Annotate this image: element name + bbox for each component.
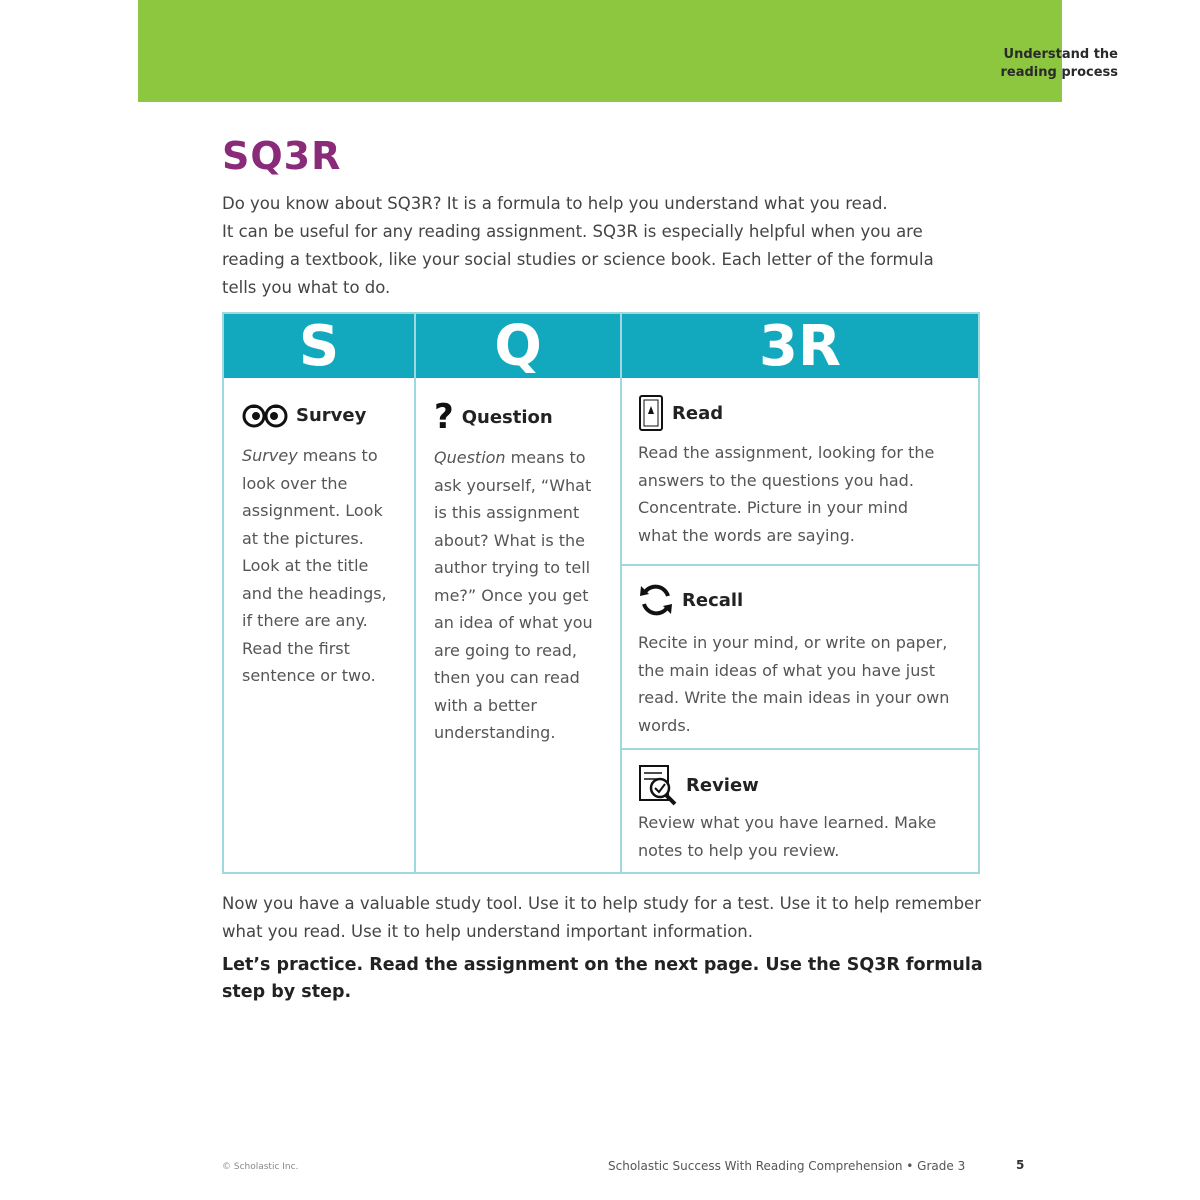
section-topic-line2: reading process [1000,65,1118,80]
page-number: 5 [1016,1158,1025,1172]
intro-line: tells you what to do. [222,278,391,297]
question-mark-icon: ? [434,397,454,437]
survey-line: means to [297,446,378,465]
row-divider [622,564,978,566]
survey-line: at the pictures. [242,528,364,548]
sq3r-table [222,312,980,874]
question-line: with a better [434,695,537,715]
recall-label: Recall [682,589,744,611]
outro-line: Now you have a valuable study tool. Use it to help study for a test. Use it to help remember [222,894,981,913]
recall-description [638,629,978,739]
practice-instruction [222,952,983,1006]
book-title-footer: Scholastic Success With Reading Comprehension • Grade 3 [608,1159,966,1173]
survey-line: Read the first [242,638,350,658]
survey-description [242,442,410,690]
intro-paragraph [222,190,962,302]
survey-line: if there are any. [242,611,368,630]
survey-line: and the headings, [242,583,387,603]
review-label: Review [686,774,759,796]
recall-line: words. [638,715,691,735]
section-topic-line1: Understand the [1003,47,1118,62]
recall-heading [638,582,743,618]
question-line: ask yourself, “What [434,475,592,495]
question-lead: Question [434,448,506,467]
practice-line: step by step. [222,982,352,1002]
practice-line: Let’s practice. Read the assignment on the next page. Use the SQ3R formula [222,955,983,975]
question-line: then you can read [434,668,580,687]
refresh-icon [638,582,674,618]
survey-lead: Survey [242,446,298,465]
book-icon [638,394,664,432]
survey-label: Survey [296,404,367,426]
read-heading [638,394,723,432]
survey-heading [242,402,366,428]
read-line: Read the assignment, looking for the [638,443,935,462]
intro-line: Do you know about SQ3R? It is a formula to help you understand what you read. [222,194,888,213]
question-line: about? What is the [434,530,585,550]
outro-line: what you read. Use it to help understand important information. [222,922,753,941]
question-label: Question [461,406,553,428]
row-divider [622,748,978,750]
outro-paragraph [222,890,992,946]
question-line: author trying to tell [434,558,591,577]
question-description [434,444,618,747]
read-description [638,439,974,549]
survey-line: assignment. Look [242,501,383,520]
column-header-q: Q [416,314,620,378]
column-header-s: S [224,314,414,378]
recall-line: Recite in your mind, or write on paper, [638,633,948,652]
question-line: means to [505,448,586,467]
review-magnifier-icon [638,764,678,806]
column-divider [620,314,622,872]
recall-line: the main ideas of what you have just [638,660,935,680]
recall-line: read. Write the main ideas in your own [638,688,950,707]
read-line: answers to the questions you had. [638,470,914,490]
column-header-3r: 3R [622,314,978,378]
header-band [138,0,1062,102]
binoculars-icon [242,402,288,428]
page-title: SQ3R [222,134,342,178]
column-divider [414,314,416,872]
copyright-notice: © Scholastic Inc. [222,1162,299,1172]
intro-line: It can be useful for any reading assignment. SQ3R is especially helpful when you are [222,222,923,241]
question-heading [434,397,553,437]
review-line: notes to help you review. [638,840,840,860]
question-line: are going to read, [434,640,577,660]
intro-line: reading a textbook, like your social studies or science book. Each letter of the formula [222,250,934,269]
read-line: Concentrate. Picture in your mind [638,498,908,517]
survey-line: sentence or two. [242,666,376,685]
review-line: Review what you have learned. Make [638,813,937,832]
survey-line: Look at the title [242,556,369,575]
question-line: an idea of what you [434,613,593,632]
question-line: understanding. [434,723,556,742]
survey-line: look over the [242,473,348,493]
review-description [638,809,978,864]
read-label: Read [672,402,724,424]
section-topic [958,46,1118,82]
question-line: is this assignment [434,503,580,522]
question-line: me?” Once you get [434,585,589,605]
review-heading [638,764,759,806]
read-line: what the words are saying. [638,525,855,545]
